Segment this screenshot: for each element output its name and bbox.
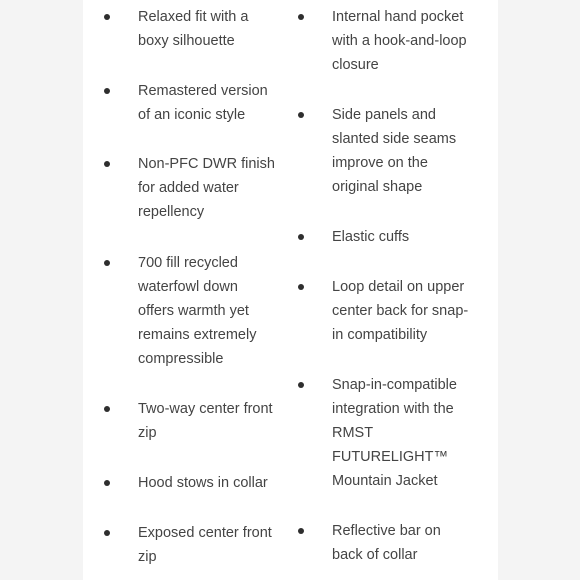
bullet-icon <box>298 382 304 388</box>
bullet-icon <box>298 284 304 290</box>
feature-text: Internal hand pocket with a hook-and-loop closure <box>332 9 467 73</box>
bullet-icon <box>104 14 110 20</box>
bullet-icon <box>298 234 304 240</box>
bullet-icon <box>104 480 110 486</box>
feature-text: Remastered version of an iconic style <box>138 83 268 123</box>
feature-text: Exposed center front zip <box>138 525 272 565</box>
feature-text: Two-way center front zip <box>138 401 273 441</box>
feature-text: Loop detail on upper center back for snap- in compatibility <box>332 279 469 343</box>
bullet-icon <box>104 161 110 167</box>
bullet-icon <box>298 14 304 20</box>
bullet-icon <box>104 530 110 536</box>
feature-text: 700 fill recycled waterfowl down offers warmth yet remains extremely compressible <box>138 255 257 367</box>
feature-text: Hood stows in collar <box>138 475 268 491</box>
bullet-icon <box>298 528 304 534</box>
feature-text: Relaxed fit with a boxy silhouette <box>138 9 249 49</box>
feature-text: Reflective bar on back of collar <box>332 523 441 563</box>
feature-text: Snap-in-compatible integration with the RMST FUTURELIGHT™ Mountain Jacket <box>332 377 457 489</box>
feature-text: Elastic cuffs <box>332 229 410 245</box>
bullet-icon <box>104 88 110 94</box>
bullet-icon <box>104 260 110 266</box>
feature-text: Non-PFC DWR finish for added water repellency <box>138 156 275 220</box>
bullet-icon <box>298 112 304 118</box>
bullet-icon <box>104 406 110 412</box>
feature-text: Side panels and slanted side seams improve on the original shape <box>332 107 457 195</box>
